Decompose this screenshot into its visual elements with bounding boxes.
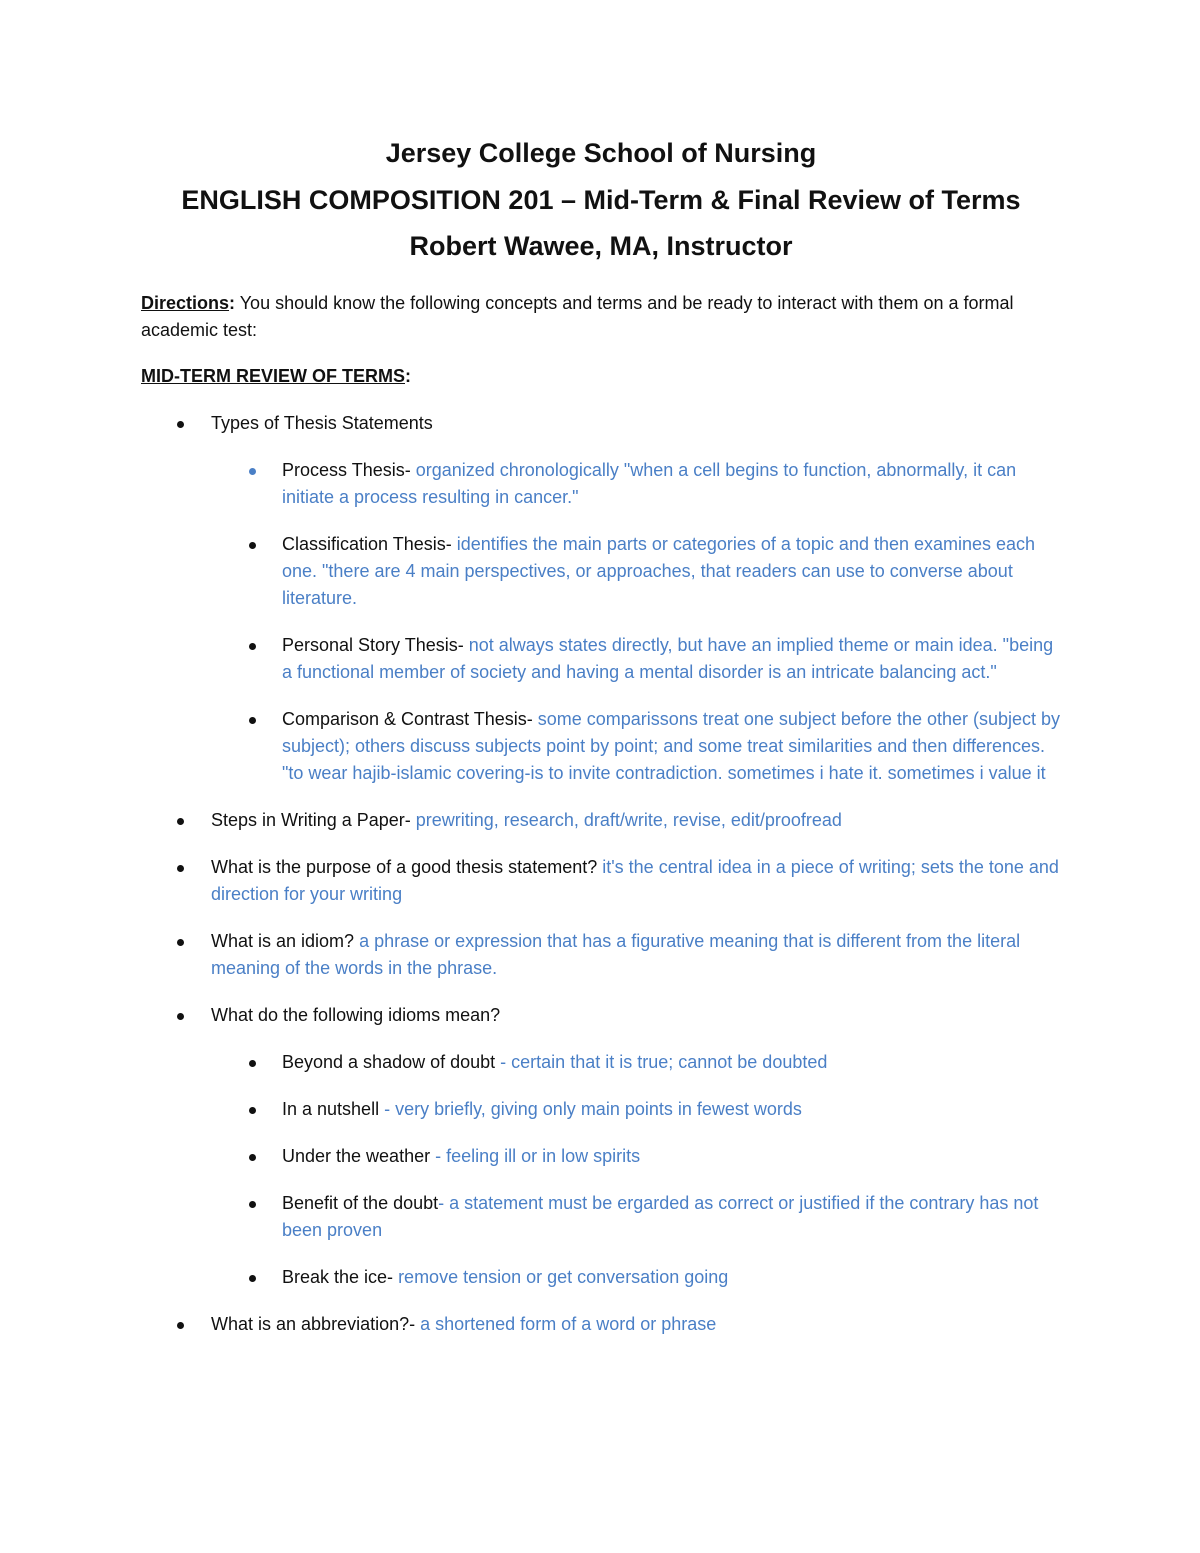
section-heading-text: MID-TERM REVIEW OF TERMS (141, 365, 405, 386)
bullet-icon (177, 1322, 184, 1329)
item-term: Benefit of the doubt (282, 1192, 439, 1213)
item-term: What do the following idioms mean? (211, 1004, 501, 1025)
directions-colon: : (229, 292, 236, 313)
item-term: Process Thesis- (282, 459, 416, 480)
list-item-benefit-doubt (141, 1190, 1061, 1244)
bullet-icon (249, 643, 256, 650)
item-answer: prewriting, research, draft/write, revise, edit/proofread (415, 809, 842, 830)
course-title: ENGLISH COMPOSITION 201 – Mid-Term & Final Review of Terms (181, 184, 1021, 215)
item-answer: - certain that it is true; cannot be doubted (500, 1051, 828, 1072)
list-item-break-ice (141, 1264, 1061, 1291)
item-term: Types of Thesis Statements (211, 412, 433, 433)
item-answer: - very briefly, giving only main points in fewest words (384, 1098, 802, 1119)
bullet-icon (177, 1013, 184, 1020)
document-page (141, 130, 1061, 1338)
item-answer: some comparissons treat one subject before the other (subject by subject); others discuss subjects point by point; and some treat similarities and then differences. "to wear hajib-islamic covering-is to invite contradiction. sometimes i hate it. sometimes i value it (282, 708, 1061, 783)
bullet-icon (177, 939, 184, 946)
item-answer: a shortened form of a word or phrase (420, 1313, 717, 1334)
item-answer: organized chronologically "when a cell begins to function, abnormally, it can initiate a process resulting in cancer." (282, 459, 1017, 507)
list-item-thesis-types (141, 410, 1061, 437)
bullet-icon (249, 1060, 256, 1067)
section-heading (141, 363, 1061, 390)
bullet-icon (177, 818, 184, 825)
bullet-icon (249, 1275, 256, 1282)
review-list (141, 410, 1061, 1338)
section-heading-colon: : (405, 365, 411, 386)
instructor-title: Robert Wawee, MA, Instructor (409, 231, 793, 261)
bullet-icon (249, 542, 256, 549)
list-item-abbreviation (141, 1311, 1061, 1338)
item-term: Break the ice- (282, 1266, 399, 1287)
item-term: Comparison & Contrast Thesis- (282, 708, 538, 729)
bullet-icon (249, 1107, 256, 1114)
list-item-personal-story-thesis (141, 632, 1061, 686)
bullet-icon (177, 865, 184, 872)
list-item-beyond-doubt (141, 1049, 1061, 1076)
list-item-idioms-meaning (141, 1002, 1061, 1029)
list-item-classification-thesis (141, 531, 1061, 612)
school-title: Jersey College School of Nursing (385, 138, 817, 168)
item-term: Classification Thesis- (282, 533, 457, 554)
list-item-nutshell (141, 1096, 1061, 1123)
list-item-idiom (141, 928, 1061, 982)
item-term: In a nutshell (282, 1098, 385, 1119)
item-term: Beyond a shadow of doubt (282, 1051, 501, 1072)
list-item-comparison-thesis (141, 706, 1061, 787)
item-term: Personal Story Thesis- (282, 634, 469, 655)
list-item-steps (141, 807, 1061, 834)
item-answer: identifies the main parts or categories of a topic and then examines each one. "there are 4 main perspectives, or approaches, that readers can use to converse about literature. (282, 533, 1036, 608)
bullet-icon (249, 1154, 256, 1161)
item-term: What is the purpose of a good thesis statement? (211, 856, 603, 877)
item-term: Steps in Writing a Paper- (211, 809, 416, 830)
bullet-icon (249, 717, 256, 724)
item-term: Under the weather (282, 1145, 436, 1166)
bullet-icon (249, 468, 256, 475)
item-answer: - a statement must be ergarded as correct or justified if the contrary has not been proven (282, 1192, 1039, 1240)
list-item-under-weather (141, 1143, 1061, 1170)
document-header (141, 130, 1061, 270)
directions-paragraph (141, 290, 1061, 344)
item-answer: not always states directly, but have an implied theme or main idea. "being a functional member of society and having a mental disorder is an intricate balancing act." (282, 634, 1054, 682)
item-answer: a phrase or expression that has a figurative meaning that is different from the literal meaning of the words in the phrase. (211, 930, 1021, 978)
directions-label: Directions (141, 292, 230, 313)
list-item-thesis-purpose (141, 854, 1061, 908)
bullet-icon (177, 421, 184, 428)
bullet-icon (249, 1201, 256, 1208)
item-answer: - feeling ill or in low spirits (435, 1145, 641, 1166)
item-term: What is an abbreviation?- (211, 1313, 421, 1334)
list-item-process-thesis (141, 457, 1061, 511)
directions-text: You should know the following concepts and terms and be ready to interact with them on a formal academic test: (141, 292, 1014, 340)
item-answer: it's the central idea in a piece of writing; sets the tone and direction for your writing (211, 856, 1059, 904)
item-term: What is an idiom? (211, 930, 360, 951)
item-answer: remove tension or get conversation going (398, 1266, 729, 1287)
